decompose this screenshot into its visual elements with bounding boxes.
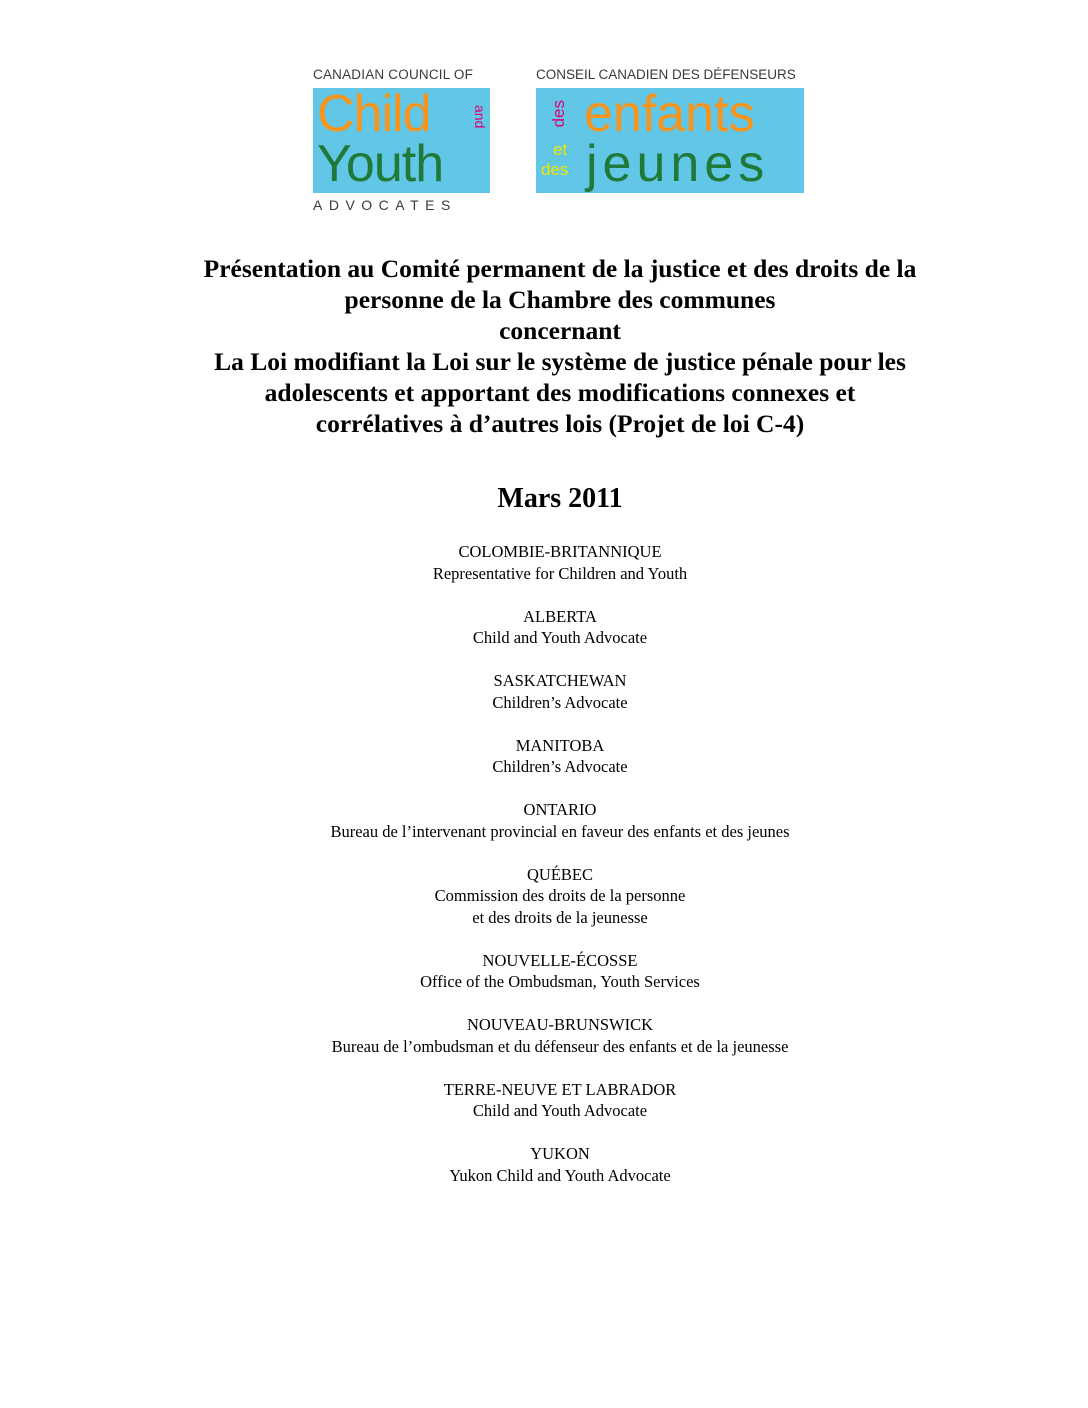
logo-caption-fr: CONSEIL CANADIEN DES DÉFENSEURS xyxy=(536,67,796,82)
office-name: Children’s Advocate xyxy=(492,757,628,776)
province-name: SASKATCHEWAN xyxy=(493,671,627,690)
office-name: Bureau de l’ombudsman et du défenseur des enfants et de la jeunesse xyxy=(331,1036,789,1056)
list-item xyxy=(0,950,1088,993)
province-name: TERRE-NEUVE ET LABRADOR xyxy=(443,1079,677,1099)
province-name: QUÉBEC xyxy=(527,864,593,884)
list-item xyxy=(0,541,1088,584)
logo-word-des-bottom: des xyxy=(541,160,569,179)
ccyca-english-logo xyxy=(313,66,493,213)
logo-word-des-top: des xyxy=(549,100,568,128)
logo-word-and: and xyxy=(472,105,488,129)
title-line: Présentation au Comité permanent de la justice et des droits de la xyxy=(203,254,917,283)
office-name: Child and Youth Advocate xyxy=(472,628,648,647)
province-name: MANITOBA xyxy=(515,735,605,755)
province-name: COLOMBIE-BRITANNIQUE xyxy=(458,542,662,561)
logo-word-youth: Youth xyxy=(317,135,444,193)
office-name: Representative for Children and Youth xyxy=(432,563,688,583)
ccyca-french-logo xyxy=(536,66,806,193)
logo-word-enfants: enfants xyxy=(584,85,755,143)
province-name: NOUVEAU-BRUNSWICK xyxy=(466,1015,654,1034)
list-item xyxy=(0,799,1088,842)
logo-word-jeunes: jeunes xyxy=(586,135,770,193)
logo-word-et: et xyxy=(553,140,568,159)
office-name: Children’s Advocate xyxy=(492,692,628,712)
list-item xyxy=(0,864,1088,929)
office-name: Commission des droits de la personne xyxy=(434,886,686,905)
office-name: Office of the Ombudsman, Youth Services xyxy=(420,972,700,991)
office-name: Bureau de l’intervenant provincial en faveur des enfants et des jeunes xyxy=(330,821,790,841)
title-line: concernant xyxy=(499,316,621,345)
logo-box-fr xyxy=(536,85,804,193)
member-list xyxy=(0,541,1088,1208)
province-name: NOUVELLE-ÉCOSSE xyxy=(482,950,638,970)
title-line: personne de la Chambre des communes xyxy=(344,285,776,314)
province-name: ALBERTA xyxy=(523,606,597,626)
list-item xyxy=(0,1143,1088,1186)
logo-word-child: Child xyxy=(317,85,431,143)
logo-caption: CANADIAN COUNCIL OF xyxy=(313,67,474,82)
province-name: ONTARIO xyxy=(523,800,597,819)
title-line: adolescents et apportant des modifications connexes et xyxy=(264,378,856,407)
list-item xyxy=(0,670,1088,713)
list-item xyxy=(0,606,1088,649)
province-name: YUKON xyxy=(530,1144,590,1163)
list-item xyxy=(0,735,1088,778)
list-item xyxy=(0,1014,1088,1057)
title-line: corrélatives à d’autres lois (Projet de loi C-4) xyxy=(315,409,805,438)
list-item xyxy=(0,1079,1088,1122)
document-title xyxy=(0,253,1088,439)
office-name: Child and Youth Advocate xyxy=(472,1101,648,1120)
office-name: et des droits de la jeunesse xyxy=(472,907,648,927)
logos-header xyxy=(0,66,1088,216)
logo-footer: ADVOCATES xyxy=(313,197,457,213)
document-date: Mars 2011 xyxy=(497,483,623,514)
office-name: Yukon Child and Youth Advocate xyxy=(449,1165,671,1185)
title-line: La Loi modifiant la Loi sur le système de justice pénale pour les xyxy=(214,347,906,376)
logo-box xyxy=(313,85,490,193)
